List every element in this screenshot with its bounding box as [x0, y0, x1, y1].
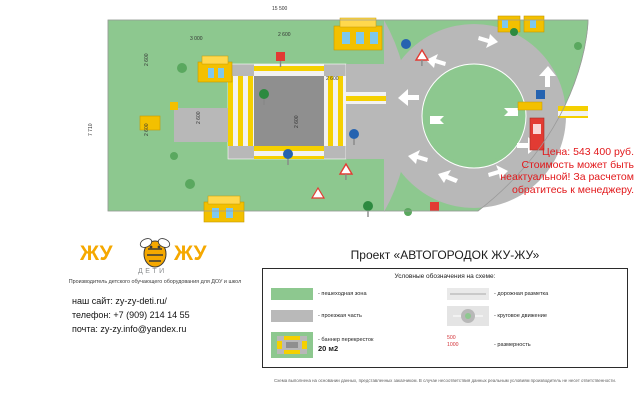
contact-phone[interactable]: телефон: +7 (909) 214 14 55: [72, 310, 190, 320]
site-plan: [78, 6, 618, 234]
building-bottom-left: [204, 196, 244, 222]
building-left-small: [140, 116, 160, 130]
logo: [62, 236, 248, 276]
project-block: [262, 248, 628, 368]
roadway-swatch: [271, 310, 313, 322]
banner-crossing-swatch: [271, 332, 313, 358]
bee-logo-icon: [62, 236, 248, 276]
price-overlay: [476, 146, 634, 196]
price-line: Цена: 543 400 руб.: [542, 146, 634, 158]
dimension-value: 500: [447, 335, 456, 341]
road-marking-swatch: [447, 288, 489, 300]
dimension-label: 15 500: [272, 6, 288, 12]
dimension-swatch: [447, 335, 489, 355]
legend-title: Условные обозначения на схеме:: [394, 273, 496, 280]
svg-text:ЖУ: ЖУ: [174, 242, 207, 265]
disclaimer-text: Схема выполнена на основании данных, представленных заказчиком. В случае несоответствия данных реальным условиям производитель не несет ответственности.: [273, 378, 617, 383]
legend-label: - пешеходная зона: [318, 290, 367, 297]
dimension-label: 2 600: [196, 111, 202, 124]
legend-item: [269, 285, 445, 303]
roundabout-swatch: [447, 306, 489, 326]
legend-item: [445, 303, 621, 329]
bee-icon: [139, 237, 171, 267]
building-top-left: [198, 56, 232, 82]
building-top-center: [334, 18, 382, 50]
dimension-label: 2 600: [294, 115, 300, 128]
banner-area-note: 20 м2: [318, 344, 339, 353]
plan-drawing: [78, 6, 618, 234]
dimension-label: 3 000: [190, 36, 203, 42]
dimension-label: 7 710: [88, 123, 94, 136]
company-description: Производитель детского обучающего оборудования для ДОУ и школ: [68, 279, 242, 285]
company-block: [62, 236, 248, 336]
legend-item: [445, 285, 621, 303]
contacts: [62, 294, 248, 336]
dimension-value: 1000: [447, 342, 459, 348]
contact-email[interactable]: почта: zy-zy.info@yandex.ru: [72, 324, 187, 334]
legend-label: - круговое движение: [494, 312, 547, 319]
legend-item: [269, 303, 445, 329]
svg-text:ЖУ: ЖУ: [80, 242, 113, 265]
contact-site[interactable]: наш сайт: zy-zy-deti.ru/: [72, 296, 167, 306]
legend-item: [445, 329, 621, 361]
page-title: Проект «АВТОГОРОДОК ЖУ-ЖУ»: [350, 248, 540, 262]
legend: [262, 268, 628, 368]
dimension-label: 2 600: [144, 123, 150, 136]
dimension-label: 2 600: [278, 32, 291, 38]
green-zone-swatch: [271, 288, 313, 300]
legend-label: - размерность: [494, 341, 531, 348]
dimension-label: 2 600: [144, 53, 150, 66]
legend-label: - баннер перекресток: [318, 337, 374, 343]
svg-text:ДЕТИ: ДЕТИ: [138, 268, 167, 275]
legend-label: - проезжая часть: [318, 312, 362, 319]
bus-stop: [518, 102, 542, 110]
legend-item: [269, 329, 445, 361]
price-disclaimer: Стоимость может быть неактуальной! За расчетом обратитесь к менеджеру.: [500, 158, 634, 196]
legend-label: - дорожная разметка: [494, 290, 549, 297]
dimension-label: 2 600: [326, 76, 339, 82]
